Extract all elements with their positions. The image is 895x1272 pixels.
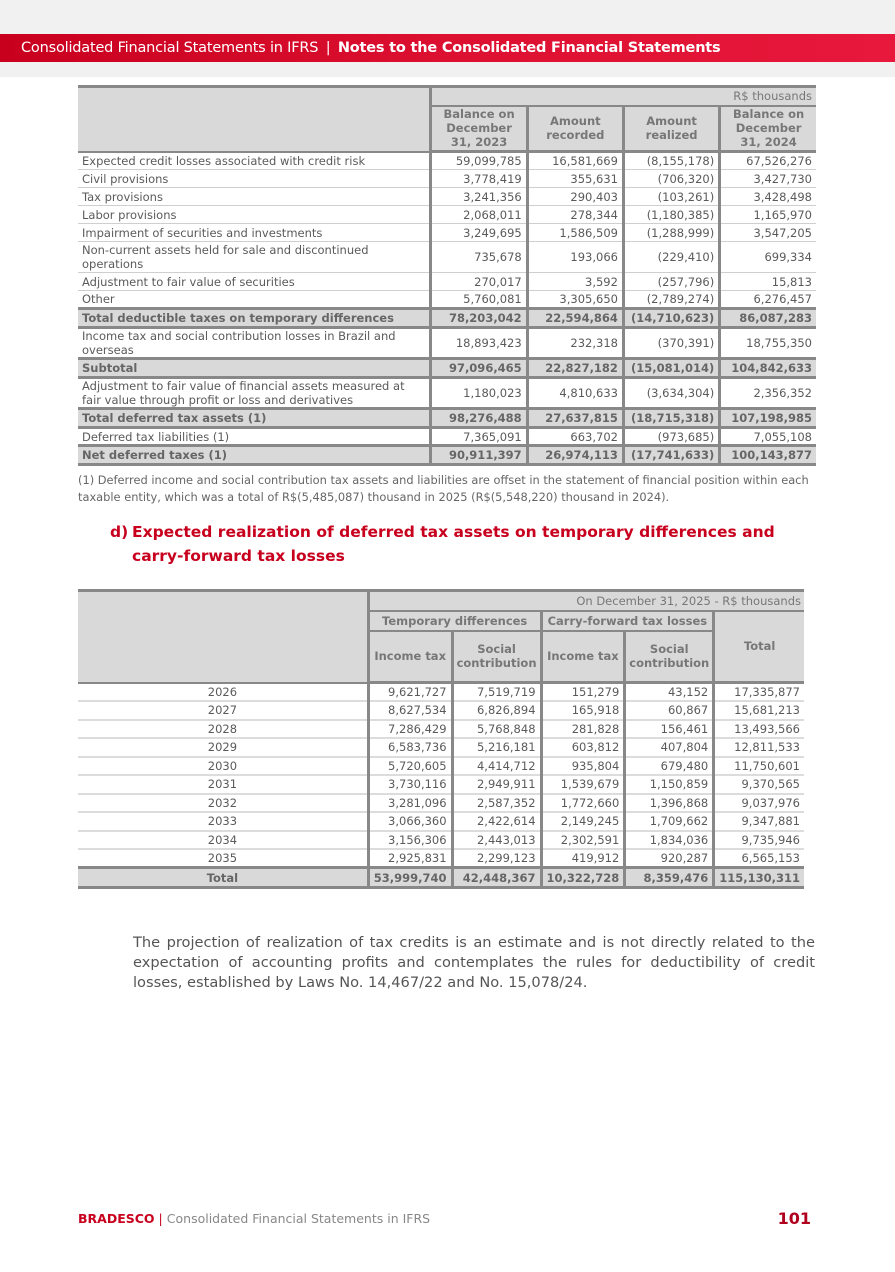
cell-value: 2,299,123 [452,849,541,868]
cell-value: 355,631 [527,170,623,188]
group-header-temporary-differences: Temporary differences [368,611,541,631]
section-title-text: Expected realization of deferred tax assets on temporary differences and carry-forward tax losses [132,523,775,565]
row-label: Subtotal [78,359,431,378]
col-header: Balance on December 31, 2024 [720,106,816,152]
cell-value: 104,842,633 [720,359,816,378]
cell-value: (370,391) [623,328,719,359]
cell-value: 935,804 [541,757,625,776]
row-label: Total deductible taxes on temporary differences [78,309,431,328]
page-header [0,34,895,62]
table-row [78,206,816,224]
cell-value: 107,198,985 [720,409,816,428]
cell-value: 920,287 [625,849,714,868]
cell-value: 5,720,605 [368,757,452,776]
cell-value: 3,241,356 [431,188,527,206]
row-year: 2035 [78,849,368,868]
cell-value: 193,066 [527,242,623,273]
header-section-title: Notes to the Consolidated Financial Statements [337,40,721,56]
cell-value: 115,130,311 [714,868,804,888]
table-row [78,242,816,273]
footer-separator: | [158,1211,163,1226]
cell-value: 22,594,864 [527,309,623,328]
row-label: Adjustment to fair value of financial assets measured at fair value through profit or loss and derivatives [78,378,431,409]
body-paragraph: The projection of realization of tax credits is an estimate and is not directly related to the expectation of accounting profits and contemplates the rules for deductibility of credit losses, established by Laws No. 14,467/22 and No. 15,078/24. [133,934,815,992]
row-year: 2027 [78,701,368,720]
cell-value: 17,335,877 [714,683,804,702]
cell-value: 60,867 [625,701,714,720]
row-label: Expected credit losses associated with credit risk [78,152,431,170]
table-row [78,701,804,720]
table-row [78,224,816,242]
row-label: Net deferred taxes (1) [78,446,431,465]
row-year: 2030 [78,757,368,776]
row-label: Tax provisions [78,188,431,206]
table-total-row [78,868,804,888]
footer-doc-title: Consolidated Financial Statements in IFRS [166,1211,431,1226]
row-label: Income tax and social contribution losses in Brazil and overseas [78,328,431,359]
cell-value: 1,180,023 [431,378,527,409]
cell-value: 2,949,911 [452,775,541,794]
cell-value: 663,702 [527,428,623,446]
table-total-row [78,359,816,378]
col-header: Amount recorded [527,106,623,152]
row-year: 2031 [78,775,368,794]
cell-value: 1,539,679 [541,775,625,794]
table-row [78,738,804,757]
cell-value: (17,741,633) [623,446,719,465]
cell-value: 1,150,859 [625,775,714,794]
table-row [78,794,804,813]
cell-value: 3,778,419 [431,170,527,188]
cell-value: (103,261) [623,188,719,206]
cell-value: 9,037,976 [714,794,804,813]
table-row [78,720,804,739]
blank-header-cell [78,87,431,152]
table-row [78,291,816,309]
cell-value: 18,893,423 [431,328,527,359]
cell-value: (3,634,304) [623,378,719,409]
row-label: Total [78,868,368,888]
cell-value: 8,359,476 [625,868,714,888]
cell-value: 2,356,352 [720,378,816,409]
row-year: 2033 [78,812,368,831]
cell-value: 5,768,848 [452,720,541,739]
cell-value: 3,305,650 [527,291,623,309]
cell-value: 1,165,970 [720,206,816,224]
cell-value: 2,587,352 [452,794,541,813]
cell-value: (229,410) [623,242,719,273]
cell-value: (1,180,385) [623,206,719,224]
cell-value: 15,681,213 [714,701,804,720]
page-number: 101 [777,1209,811,1228]
cell-value: 2,068,011 [431,206,527,224]
cell-value: 6,826,894 [452,701,541,720]
cell-value: (8,155,178) [623,152,719,170]
cell-value: 2,422,614 [452,812,541,831]
realization-schedule-table [78,589,804,889]
table-row [78,849,804,868]
cell-value: 11,750,601 [714,757,804,776]
cell-value: 151,279 [541,683,625,702]
page-footer [78,1209,811,1228]
cell-value: 7,519,719 [452,683,541,702]
cell-value: 90,911,397 [431,446,527,465]
cell-value: 699,334 [720,242,816,273]
cell-value: 2,302,591 [541,831,625,850]
table-row [78,683,804,702]
cell-value: 165,918 [541,701,625,720]
cell-value: 42,448,367 [452,868,541,888]
cell-value: 8,627,534 [368,701,452,720]
subcol-header: Social contribution [625,631,714,683]
cell-value: 97,096,465 [431,359,527,378]
subcol-header: Social contribution [452,631,541,683]
deferred-tax-table [78,85,816,466]
cell-value: 22,827,182 [527,359,623,378]
cell-value: 13,493,566 [714,720,804,739]
table-row [78,812,804,831]
cell-value: 27,637,815 [527,409,623,428]
cell-value: 9,735,946 [714,831,804,850]
table-row [78,831,804,850]
table-row [78,273,816,291]
cell-value: 1,709,662 [625,812,714,831]
cell-value: (706,320) [623,170,719,188]
cell-value: 43,152 [625,683,714,702]
cell-value: 2,149,245 [541,812,625,831]
cell-value: 12,811,533 [714,738,804,757]
row-label: Civil provisions [78,170,431,188]
subcol-header: Income tax [541,631,625,683]
cell-value: (1,288,999) [623,224,719,242]
table-row [78,188,816,206]
row-label: Deferred tax liabilities (1) [78,428,431,446]
col-header: Amount realized [623,106,719,152]
cell-value: (257,796) [623,273,719,291]
cell-value: 5,216,181 [452,738,541,757]
row-year: 2028 [78,720,368,739]
cell-value: 679,480 [625,757,714,776]
table-row [78,378,816,409]
cell-value: 3,156,306 [368,831,452,850]
table2-unit: On December 31, 2025 - R$ thousands [368,591,804,611]
cell-value: 9,621,727 [368,683,452,702]
cell-value: 1,586,509 [527,224,623,242]
table-total-row [78,309,816,328]
cell-value: 4,810,633 [527,378,623,409]
table-row [78,152,816,170]
cell-value: 4,414,712 [452,757,541,776]
cell-value: 7,365,091 [431,428,527,446]
cell-value: (14,710,623) [623,309,719,328]
section-heading [110,520,820,568]
table-row [78,170,816,188]
cell-value: 9,370,565 [714,775,804,794]
col-header: Balance on December 31, 2023 [431,106,527,152]
cell-value: 67,526,276 [720,152,816,170]
cell-value: 3,547,205 [720,224,816,242]
cell-value: 232,318 [527,328,623,359]
blank-header-cell [78,591,368,683]
row-year: 2029 [78,738,368,757]
row-label: Labor provisions [78,206,431,224]
table1-unit: R$ thousands [431,87,816,106]
cell-value: 281,828 [541,720,625,739]
cell-value: 278,344 [527,206,623,224]
table2-body [78,683,804,888]
cell-value: 6,583,736 [368,738,452,757]
cell-value: 2,443,013 [452,831,541,850]
table-row [78,328,816,359]
cell-value: (15,081,014) [623,359,719,378]
table1-body [78,152,816,465]
table1-footnote: (1) Deferred income and social contribution tax assets and liabilities are offset in the statement of financial position within each taxable entity, which was a total of R$(5,485,087) thousand in 2025 (R$(5,548,220) thousand in 2024). [78,473,809,504]
cell-value: 735,678 [431,242,527,273]
row-label: Non-current assets held for sale and discontinued operations [78,242,431,273]
cell-value: 270,017 [431,273,527,291]
cell-value: 2,925,831 [368,849,452,868]
col-header-total: Total [714,611,804,683]
cell-value: 100,143,877 [720,446,816,465]
group-header-carry-forward: Carry-forward tax losses [541,611,714,631]
cell-value: 3,730,116 [368,775,452,794]
cell-value: 98,276,488 [431,409,527,428]
table-row [78,775,804,794]
cell-value: 16,581,669 [527,152,623,170]
header-separator: | [325,40,331,56]
cell-value: 3,281,096 [368,794,452,813]
cell-value: 1,396,868 [625,794,714,813]
cell-value: 59,099,785 [431,152,527,170]
row-year: 2034 [78,831,368,850]
row-label: Impairment of securities and investments [78,224,431,242]
row-label: Other [78,291,431,309]
cell-value: 5,760,081 [431,291,527,309]
cell-value: 7,286,429 [368,720,452,739]
cell-value: 3,066,360 [368,812,452,831]
cell-value: 419,912 [541,849,625,868]
table-total-row [78,409,816,428]
cell-value: 3,427,730 [720,170,816,188]
cell-value: 156,461 [625,720,714,739]
section-marker: d) [110,523,129,541]
cell-value: (2,789,274) [623,291,719,309]
footer-brand-logo: BRADESCO [78,1211,155,1226]
row-label: Adjustment to fair value of securities [78,273,431,291]
cell-value: 407,804 [625,738,714,757]
cell-value: 26,974,113 [527,446,623,465]
table-row [78,428,816,446]
cell-value: 290,403 [527,188,623,206]
cell-value: 7,055,108 [720,428,816,446]
cell-value: 9,347,881 [714,812,804,831]
header-doc-title: Consolidated Financial Statements in IFRS [21,40,319,56]
table-total-row [78,446,816,465]
cell-value: 1,834,036 [625,831,714,850]
cell-value: 6,276,457 [720,291,816,309]
row-year: 2026 [78,683,368,702]
cell-value: 3,428,498 [720,188,816,206]
row-year: 2032 [78,794,368,813]
subcol-header: Income tax [368,631,452,683]
row-label: Total deferred tax assets (1) [78,409,431,428]
cell-value: (973,685) [623,428,719,446]
cell-value: 3,592 [527,273,623,291]
cell-value: 86,087,283 [720,309,816,328]
cell-value: 1,772,660 [541,794,625,813]
cell-value: 3,249,695 [431,224,527,242]
cell-value: 10,322,728 [541,868,625,888]
table-row [78,757,804,776]
cell-value: 6,565,153 [714,849,804,868]
cell-value: 78,203,042 [431,309,527,328]
cell-value: 18,755,350 [720,328,816,359]
cell-value: 15,813 [720,273,816,291]
cell-value: 603,812 [541,738,625,757]
cell-value: (18,715,318) [623,409,719,428]
cell-value: 53,999,740 [368,868,452,888]
